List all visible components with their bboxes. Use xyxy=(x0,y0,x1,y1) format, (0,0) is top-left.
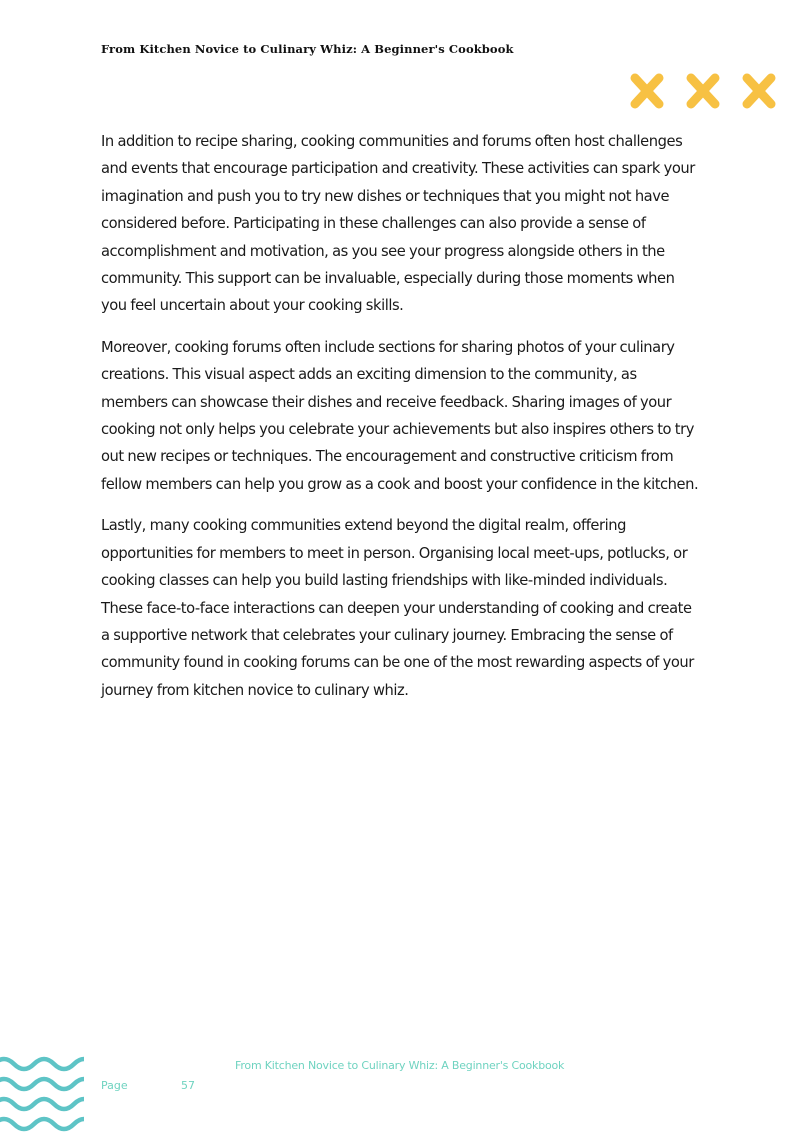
running-header: From Kitchen Novice to Culinary Whiz: A Beginner's Cookbook xyxy=(101,42,514,56)
waves-icon xyxy=(0,1052,84,1132)
paragraph: In addition to recipe sharing, cooking communities and forums often host challenges and events that encourage participation and creativity. These activities can spark your imagination and push you to try new dishes or techniques that you might not have considered before. Participating in these challenges can also provide a sense of accomplishment and motivation, as you see your progress alongside others in the community. This support can be invaluable, especially during those moments when you feel uncertain about your cooking skills. xyxy=(101,133,695,315)
page-label: Page xyxy=(101,1079,128,1092)
body-text xyxy=(101,128,701,718)
page-number: 57 xyxy=(181,1079,195,1092)
footer-title: From Kitchen Novice to Culinary Whiz: A Beginner's Cookbook xyxy=(235,1059,565,1072)
paragraph: Lastly, many cooking communities extend beyond the digital realm, offering opportunities for members to meet in person. Organising local meet-ups, potlucks, or cooking classes can help you build lasting friendships with like-minded individuals. These face-to-face interactions can deepen your understanding of cooking and create a supportive network that celebrates your culinary journey. Embracing the sense of community found in cooking forums can be one of the most rewarding aspects of your journey from kitchen novice to culinary whiz. xyxy=(101,517,694,699)
x-marks-icon xyxy=(628,72,784,112)
paragraph: Moreover, cooking forums often include sections for sharing photos of your culinary creations. This visual aspect adds an exciting dimension to the community, as members can showcase their dishes and receive feedback. Sharing images of your cooking not only helps you celebrate your achievements but also inspires others to try out new recipes or techniques. The encouragement and constructive criticism from fellow members can help you grow as a cook and boost your confidence in the kitchen. xyxy=(101,338,699,493)
